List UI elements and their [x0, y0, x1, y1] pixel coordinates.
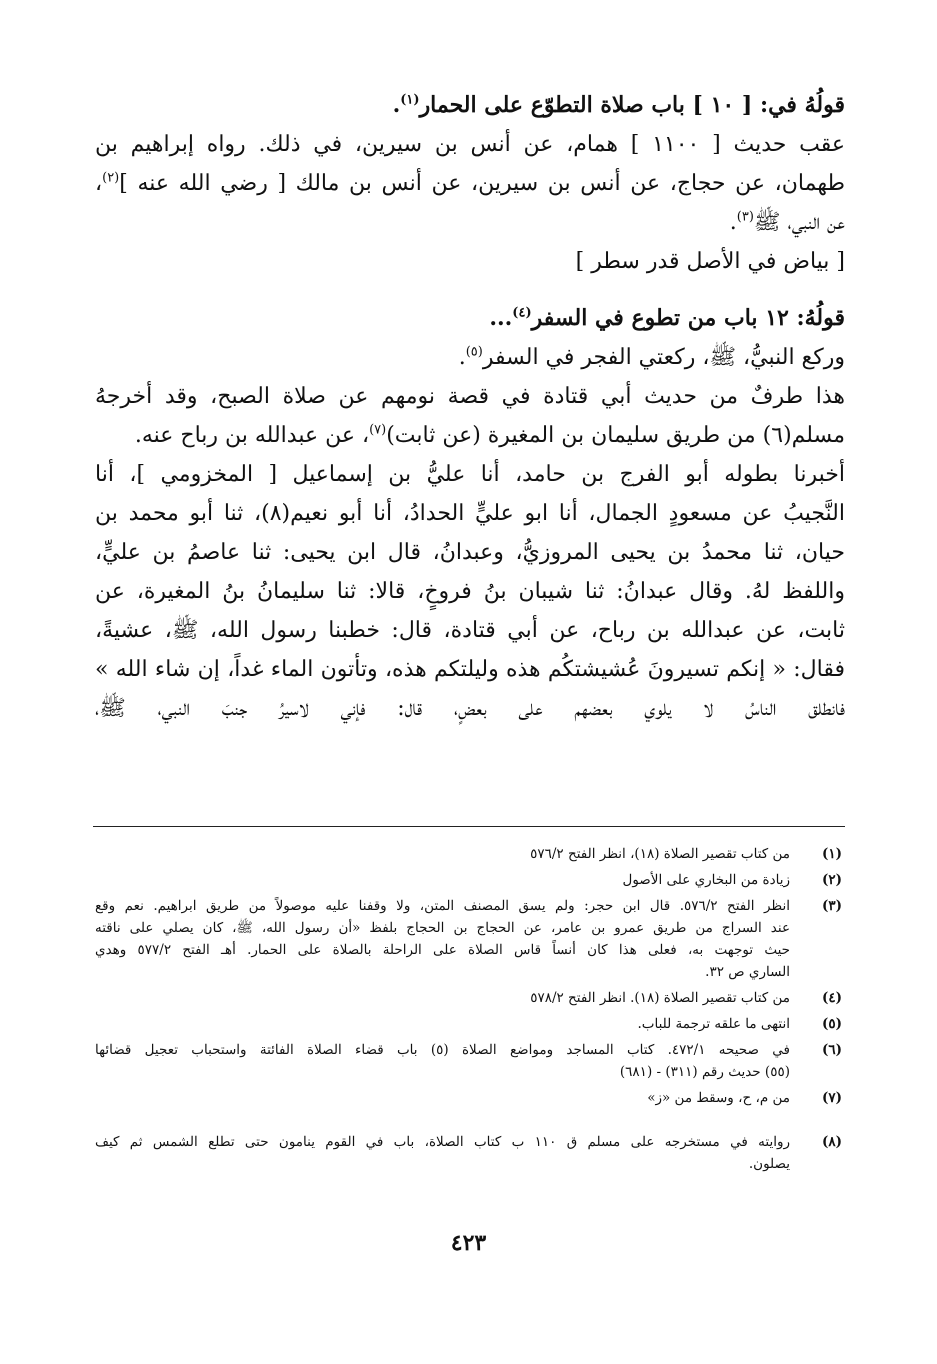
- text-line: [95, 203, 845, 242]
- line-text: فانطلق الناسُ لا يلوي بعضهم على بعضٍ، قال: فإني لاسيرُ جنبَ النبي، ﷺ،: [95, 696, 845, 721]
- footnote-line: حيث توجهت به، فعلى هذا كان أنساً قاس الصلاة على الراحلة بالصلاة على الحمار. أهـ الفتح ٥٧٧/٢ وهدي: [95, 942, 790, 958]
- line-text: قولُهُ: ١٢ باب من تطوع في السفر: [531, 305, 845, 331]
- footnote-line: روايته في مستخرجه على مسلم ق ١١٠ ب كتاب الصلاة، باب في القوم ينامون حتى تطلع الشمس ثم كيف: [95, 1134, 790, 1150]
- footnote: [95, 895, 842, 983]
- main-text: [95, 86, 845, 728]
- line-text: واللفظ لهُ. وقال عبدانُ: ثنا شيبان بنُ فروخٍ، قالا: ثنا سليمانُ بنُ المغيرة، عن: [95, 579, 845, 604]
- footnote-text: [95, 1131, 790, 1175]
- line-text: طهمان، عن حجاج، عن أنس بن سيرين، عن أنس بن مالك [ رضي الله عنه ]: [119, 171, 845, 196]
- line-tail: ، عن عبدالله بن رباح عنه.: [134, 423, 370, 448]
- text-line: [95, 125, 845, 164]
- footnote-line: انتهى ما علقه ترجمة للباب.: [637, 1016, 790, 1032]
- footnote-line: انظر الفتح ٥٧٦/٢. قال ابن حجر: ولم يسق المصنف المتن، ولا وقفنا عليه موصولاً من طريق ابراهيم. نعم وقع: [95, 898, 790, 914]
- text-line: [95, 650, 845, 689]
- footnote-line: من كتاب تقصير الصلاة (١٨)، انظر الفتح ٥٧٦/٢: [530, 846, 790, 862]
- footnote-number: (٤): [821, 990, 842, 1006]
- text-line: [95, 242, 845, 281]
- footnote-number: (٣): [821, 898, 842, 914]
- footnote: [95, 1039, 842, 1083]
- line-tail: ...: [489, 305, 513, 331]
- footnote-line: من كتاب تقصير الصلاة (١٨). انظر الفتح ٥٧٨/٢: [530, 990, 790, 1006]
- text-line: [95, 164, 845, 203]
- footnote-marker: (٥): [465, 344, 483, 360]
- footnote-number: (٢): [821, 872, 842, 888]
- text-line: [95, 533, 845, 572]
- footnote-line: زيادة من البخاري على الأصول: [622, 872, 790, 888]
- footnote-text: [95, 987, 790, 1009]
- footnote-number: (٥): [821, 1016, 842, 1032]
- line-tail: .: [392, 92, 401, 118]
- footnote: [95, 1013, 842, 1035]
- footnote-line: في صحيحه ٤٧٢/١. كتاب المساجد ومواضع الصلاة (٥) باب قضاء الصلاة الفائتة واستحباب تعجيل قضائها: [95, 1042, 790, 1058]
- text-line: [95, 299, 845, 338]
- line-text: مسلم(٦) من طريق سليمان بن المغيرة (عن ثابت): [386, 423, 845, 448]
- line-text: فقال: « إنكم تسيرونَ عُشيشتكُم هذه وليلتكم هذه، وتأتون الماء غداً، إن شاء الله »: [95, 657, 845, 682]
- line-text: قولُهُ في: [ ١٠ ] باب صلاة التطوّع على الحمار: [419, 92, 845, 118]
- footnote-marker: (٤): [512, 305, 532, 321]
- line-text: [ بياض في الأصل قدر سطر ]: [575, 249, 845, 274]
- text-line: [95, 611, 845, 650]
- text-line: [95, 455, 845, 494]
- footnote-marker: (٣): [736, 209, 754, 225]
- footnote-line: عند السراج من طريق عمرو بن عامر، عن الحجاج بن الحجاج بلفظ «أن رسول الله، ﷺ، كان يصلي على ناقته: [95, 920, 790, 936]
- line-tail: ،: [95, 171, 103, 196]
- footnote-line: من م، ح، وسقط من «ز»: [647, 1090, 790, 1106]
- footnote-marker: (١): [400, 92, 420, 108]
- footnote: [95, 1131, 842, 1175]
- text-line: [95, 689, 845, 728]
- footnote: [95, 987, 842, 1009]
- footnote-line: (٥٥) حديث رقم (٣١١) - (٦٨١): [619, 1064, 790, 1080]
- text-line: [95, 338, 845, 377]
- line-text: عقب حديث [ ١١٠٠ ] همام، عن أنس بن سيرين، في ذلك. رواه إبراهيم بن: [95, 132, 846, 157]
- text-line: [95, 86, 845, 125]
- line-text: هذا طرفٌ من حديث أبي قتادة في قصة نومهم عن صلاة الصبح، وقد أخرجهُ: [95, 384, 845, 409]
- footnote-text: [95, 869, 790, 891]
- text-line: [95, 416, 845, 455]
- page-number: ٤٢٣: [450, 1230, 487, 1256]
- line-text: عن النبي، ﷺ: [753, 210, 845, 235]
- line-tail: .: [729, 210, 737, 235]
- footnote: [95, 1087, 842, 1109]
- footnote: [95, 843, 842, 865]
- line-text: حيان، ثنا محمدُ بن يحيى المروزيُّ، وعبدانُ، قال ابن يحيى: ثنا عاصمُ بن عليٍّ،: [95, 540, 845, 565]
- text-line: [95, 377, 845, 416]
- footnote-number: (٨): [821, 1134, 842, 1150]
- text-line: [95, 494, 845, 533]
- footnote-text: [95, 843, 790, 865]
- line-tail: .: [458, 345, 466, 370]
- footnote-marker: (٢): [102, 170, 120, 186]
- footnote-text: [95, 1087, 790, 1109]
- footnote-number: (٧): [821, 1090, 842, 1106]
- line-text: أخبرنا بطوله أبو الفرج بن حامد، أنا عليُّ بن إسماعيل [ المخزومي ]، أنا: [95, 462, 845, 487]
- footnotes: [95, 843, 842, 1179]
- footnote-text: [95, 1039, 790, 1083]
- footnote-line: يصلون.: [748, 1156, 790, 1172]
- footnote: [95, 869, 842, 891]
- line-text: ثابت، عن عبدالله بن رباح، عن أبي قتادة، قال: خطبنا رسول الله، ﷺ، عشيةً،: [95, 618, 845, 643]
- footnote-text: [95, 1013, 790, 1035]
- line-text: وركع النبيُّ، ﷺ، ركعتي الفجر في السفر: [482, 345, 845, 370]
- line-text: النَّجيبُ عن مسعودٍ الجمال، أنا ابو عليٍّ الحدادُ، أنا أبو نعيم(٨)، ثنا أبو محمد بن: [95, 501, 846, 526]
- footnote-text: [95, 895, 790, 983]
- footnote-number: (٦): [821, 1042, 842, 1058]
- footnote-number: (١): [821, 846, 842, 862]
- footnote-line: الساري ص ٣٢.: [705, 964, 790, 980]
- text-line: [95, 572, 845, 611]
- footnote-marker: (٧): [369, 422, 387, 438]
- footnote-divider: [93, 826, 845, 827]
